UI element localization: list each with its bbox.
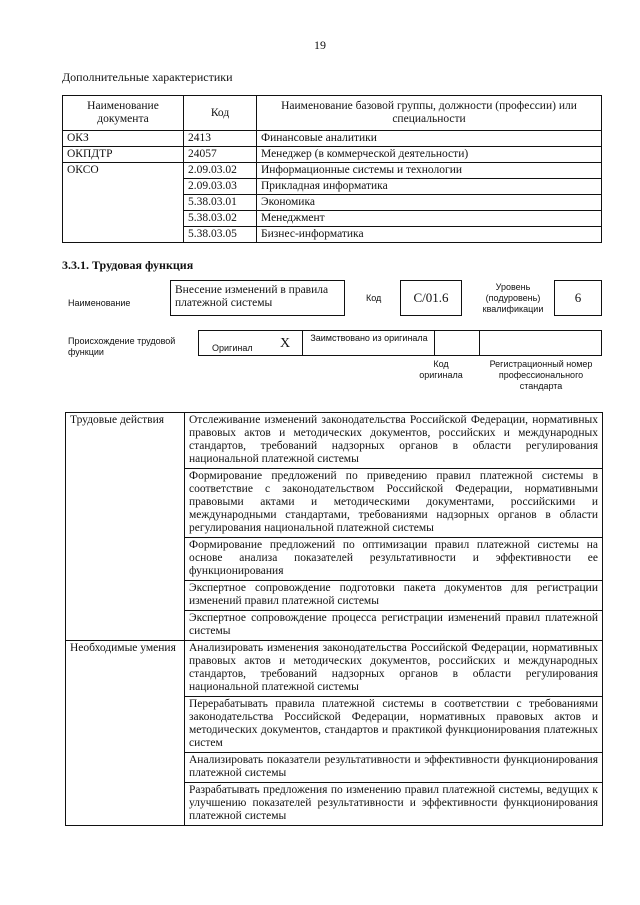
- row-name: Финансовые аналитики: [257, 131, 602, 147]
- row-doc: ОКЗ: [63, 131, 184, 147]
- borrowed-label: Заимствовано из оригинала: [310, 333, 428, 343]
- category-work-actions: Трудовые действия: [66, 413, 185, 641]
- row-code: 2.09.03.02: [184, 163, 257, 179]
- name-label: Наименование: [68, 298, 131, 308]
- row-name: Менеджер (в коммерческой деятельности): [257, 147, 602, 163]
- row-code: 5.38.03.01: [184, 195, 257, 211]
- row-name: Информационные системы и технологии: [257, 163, 602, 179]
- divider: [479, 331, 480, 355]
- skill-item: Перерабатывать правила платежной системы в соответствии с требованиями законодательства Российской Федерации, нормативных правовых актов и методических документов, стандартов и практикой функционирования платежных систем: [185, 697, 603, 753]
- row-code: 5.38.03.05: [184, 227, 257, 243]
- table-row: [66, 413, 603, 469]
- category-required-skills: Необходимые умения: [66, 641, 185, 826]
- header-code: Код: [184, 96, 257, 131]
- row-code: 5.38.03.02: [184, 211, 257, 227]
- skill-item: Анализировать показатели результативности и эффективности функционирования платежной системы: [185, 753, 603, 783]
- page-number: 19: [314, 38, 326, 52]
- action-item: Отслеживание изменений законодательства Российской Федерации, нормативных правовых актов и методических документов, российских и международных стандартов, требований надзорных органов в области регулирования национальной платежной системы: [185, 413, 603, 469]
- row-name: Экономика: [257, 195, 602, 211]
- function-title: 3.3.1. Трудовая функция: [62, 258, 194, 272]
- characteristics-table: [62, 95, 602, 243]
- table-row: [63, 163, 602, 179]
- row-code: 24057: [184, 147, 257, 163]
- action-item: Экспертное сопровождение процесса регистрации изменений правил платежной системы: [185, 611, 603, 641]
- original-mark: X: [280, 336, 291, 351]
- code-label: Код: [366, 293, 382, 303]
- reg-number-label: Регистрационный номер профессионального стандарта: [489, 359, 593, 391]
- skill-item: Анализировать изменения законодательства Российской Федерации, нормативных правовых актов и методических документов, российских и международных стандартов, требований надзорных органов в области регулирования национальной платежной системы: [185, 641, 603, 697]
- work-actions-table: [65, 412, 603, 826]
- code-original-label: Код оригинала: [419, 359, 463, 380]
- action-item: Формирование предложений по приведению правил платежной системы в соответствие с законодательством Российской Федерации, нормативными правовыми актами и методическими документами, российскими и международными стандартами, требованиями надзорных органов в области регулирования национальной платежной системы: [185, 469, 603, 538]
- additional-characteristics-title: Дополнительные характеристики: [62, 70, 233, 84]
- row-name: Менеджмент: [257, 211, 602, 227]
- level-label: Уровень (подуровень) квалификации: [482, 282, 544, 314]
- action-item: Экспертное сопровождение подготовки пакета документов для регистрации изменений правил платежной системы: [185, 581, 603, 611]
- origin-label: Происхождение трудовой функции: [68, 336, 176, 357]
- divider: [434, 331, 435, 355]
- header-document: Наименование документа: [63, 96, 184, 131]
- function-code-box: C/01.6: [400, 280, 462, 316]
- row-code: 2.09.03.03: [184, 179, 257, 195]
- table-header-row: [63, 96, 602, 131]
- row-code: 2413: [184, 131, 257, 147]
- header-name: Наименование базовой группы, должности (профессии) или специальности: [257, 96, 602, 131]
- function-name-box: Внесение изменений в правила платежной системы: [170, 280, 345, 316]
- divider: [302, 331, 303, 355]
- row-doc: ОКПДТР: [63, 147, 184, 163]
- row-name: Бизнес-информатика: [257, 227, 602, 243]
- table-row: [63, 131, 602, 147]
- row-doc: ОКСО: [63, 163, 184, 243]
- table-row: [66, 641, 603, 697]
- skill-item: Разрабатывать предложения по изменению правил платежной системы, ведущих к улучшению показателей результативности и эффективности функционирования платежной системы: [185, 783, 603, 826]
- table-row: [63, 147, 602, 163]
- row-name: Прикладная информатика: [257, 179, 602, 195]
- action-item: Формирование предложений по оптимизации правил платежной системы на основе анализа показателей результативности и эффективности ее функционирования: [185, 538, 603, 581]
- level-box: 6: [554, 280, 602, 316]
- original-label: Оригинал: [212, 343, 253, 353]
